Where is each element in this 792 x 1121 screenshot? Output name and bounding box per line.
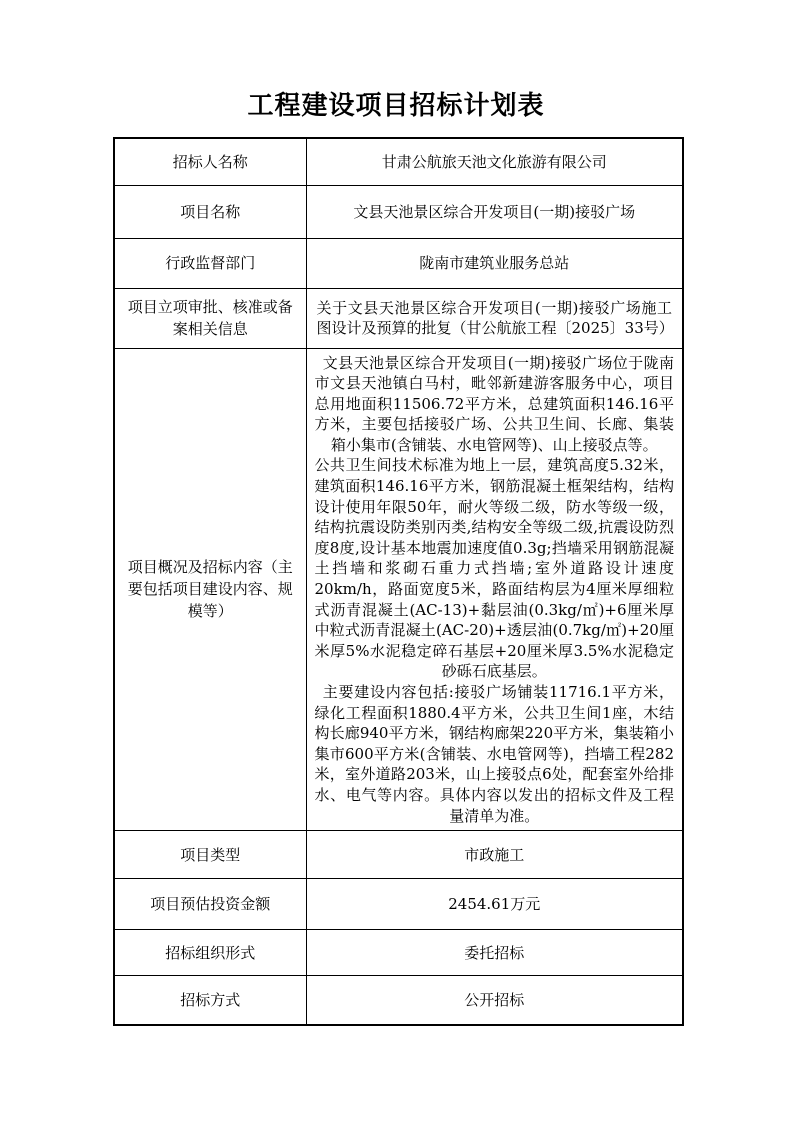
bidding-plan-table: [113, 137, 684, 1026]
estimated-investment-value: 2454.61万元: [306, 879, 683, 930]
table-row-approval-info: [114, 288, 683, 348]
approval-info-label: 项目立项审批、核准或备案相关信息: [114, 288, 306, 348]
approval-info-value: 关于文县天池景区综合开发项目(一期)接驳广场施工图设计及预算的批复（甘公航旅工程〔2025〕33号）: [306, 288, 683, 348]
project-name-label: 项目名称: [114, 185, 306, 238]
project-overview-label: 项目概况及招标内容（主要包括项目建设内容、规模等）: [114, 348, 306, 831]
organization-form-value: 委托招标: [306, 930, 683, 976]
table-row-tenderer-name: [114, 138, 683, 185]
document-title: 工程建设项目招标计划表: [247, 91, 545, 121]
project-overview-value: [306, 348, 683, 831]
project-type-label: 项目类型: [114, 831, 306, 879]
table-row-estimated-investment: [114, 879, 683, 930]
supervision-dept-value: 陇南市建筑业服务总站: [306, 238, 683, 288]
tenderer-name-value: 甘肃公航旅天池文化旅游有限公司: [306, 138, 683, 185]
table-row-supervision-dept: [114, 238, 683, 288]
bidding-method-label: 招标方式: [114, 976, 306, 1025]
table-row-organization-form: [114, 930, 683, 976]
project-type-value: 市政施工: [306, 831, 683, 879]
tenderer-name-label: 招标人名称: [114, 138, 306, 185]
table-row-project-overview: [114, 348, 683, 831]
estimated-investment-label: 项目预估投资金额: [114, 879, 306, 930]
overview-paragraph-scope: 主要建设内容包括:接驳广场铺装11716.1平方米，绿化工程面积1880.4平方米，公共卫生间1座，木结构长廊940平方米，钢结构廊架220平方米，集装箱小集市600平方米(含铺装、水电管网等)，挡墙工程282米，室外道路203米，山上接驳点6处，配套室外给排水、电气等内容。具体内容以发出的招标文件及工程量清单为准。: [314, 683, 674, 825]
supervision-dept-label: 行政监督部门: [114, 238, 306, 288]
overview-paragraph-technical: 公共卫生间技术标准为地上一层，建筑高度5.32米，建筑面积146.16平方米，钢筋混凝土框架结构，结构设计使用年限50年，耐火等级二级，防水等级一级，结构抗震设防类别丙类,结构安全等级二级,抗震设防烈度8度,设计基本地震加速度值0.3g;挡墙采用钢筋混凝土挡墙和浆砌石重力式挡墙;室外道路设计速度20km/h，路面宽度5米，路面结构层为4厘米厚细粒式沥青混凝土(AC-13)+黏层油(0.3kg/㎡)+6厘米厚中粒式沥青混凝土(AC-20)+透层油(0.7kg/㎡)+20厘米厚5%水泥稳定碎石基层+20厘米厚3.5%水泥稳定砂砾石底基层。: [314, 456, 674, 681]
organization-form-label: 招标组织形式: [114, 930, 306, 976]
bidding-method-value: 公开招标: [306, 976, 683, 1025]
table-row-bidding-method: [114, 976, 683, 1025]
table-row-project-name: [114, 185, 683, 238]
project-name-value: 文县天池景区综合开发项目(一期)接驳广场: [306, 185, 683, 238]
overview-paragraph-location: 文县天池景区综合开发项目(一期)接驳广场位于陇南市文县天池镇白马村，毗邻新建游客服务中心，项目总用地面积11506.72平方米，总建筑面积146.16平方米，主要包括接驳广场、公共卫生间、长廊、集装箱小集市(含铺装、水电管网等)、山上接驳点等。: [314, 353, 674, 454]
table-row-project-type: [114, 831, 683, 879]
